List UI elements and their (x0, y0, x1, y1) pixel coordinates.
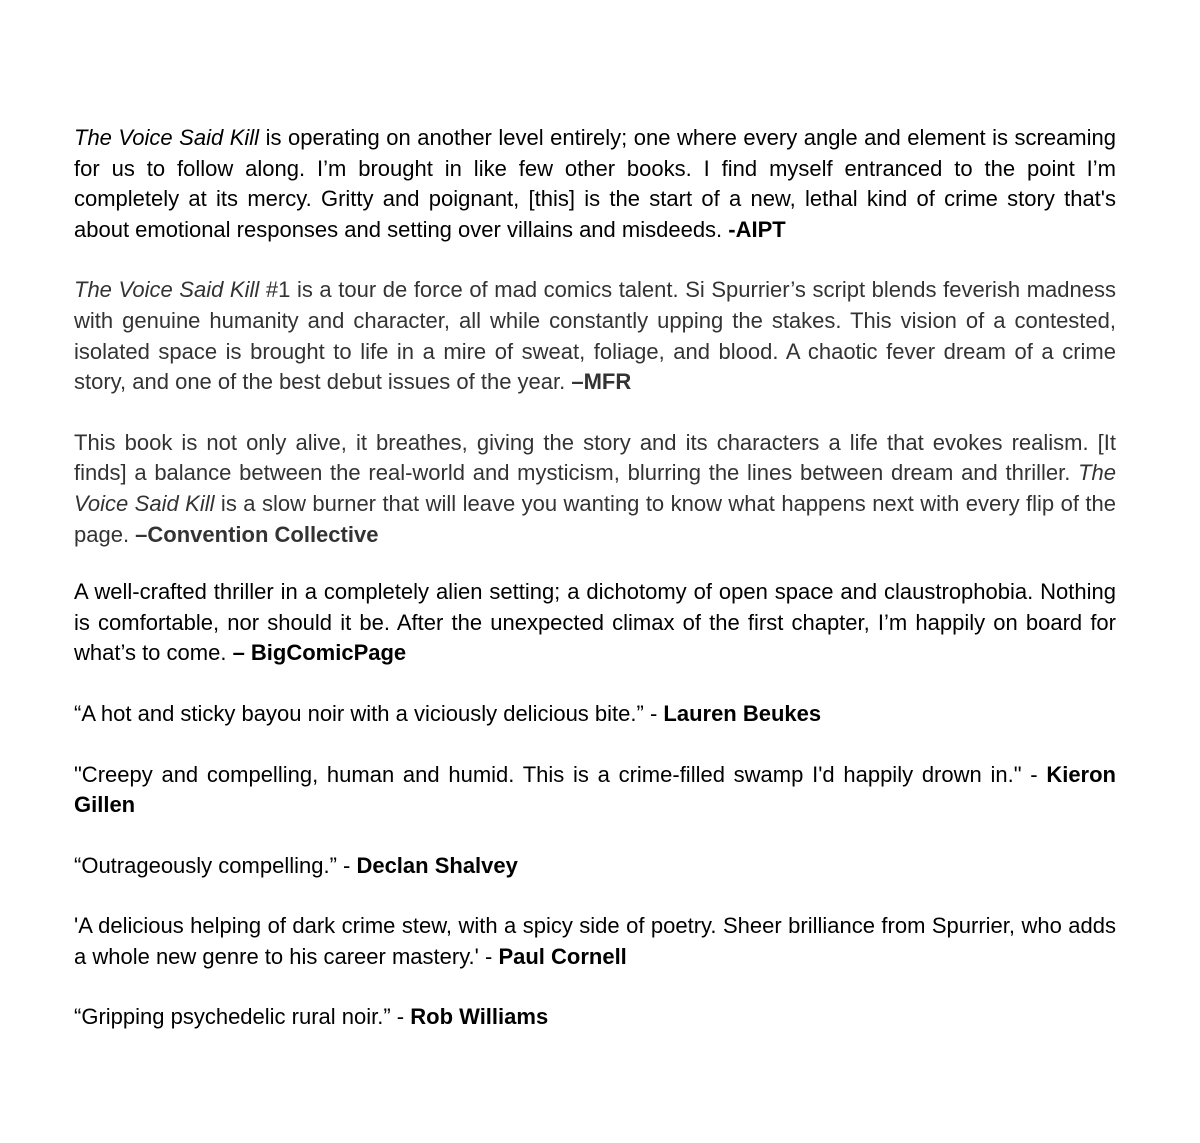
book-title: The Voice Said Kill (74, 460, 1116, 516)
review-quote-kieron-gillen (74, 760, 1116, 821)
quote-source: Rob Williams (410, 1004, 549, 1030)
review-quote-mfr (74, 275, 1116, 397)
quote-text: A well-crafted thriller in a completely alien setting; a dichotomy of open space and claustrophobia. Nothing is comfortable, nor should it be. After the unexpected climax of the first chapter, I’m happily on board for what’s to come. (74, 579, 1116, 666)
quote-text: This book is not only alive, it breathes, giving the story and its characters a life that evokes realism. [It finds] a balance between the real-world and mysticism, blurring the lines between dream and thriller. (74, 429, 1116, 486)
book-title: The Voice Said Kill (74, 277, 260, 303)
quote-text: “A hot and sticky bayou noir with a viciously delicious bite.” - (74, 700, 664, 726)
review-quote-declan-shalvey (74, 851, 1116, 882)
review-quote-convention-collective (74, 428, 1116, 550)
review-quote-aipt (74, 123, 1116, 245)
quote-text: is operating on another level entirely; one where every angle and element is screaming for us to follow along. I’m brought in like few other books. I find myself entranced to the point I’m completely at its mercy. Gritty and poignant, [this] is the start of a new, lethal kind of crime story that's about emotional responses and setting over villains and misdeeds. (74, 125, 1116, 242)
review-quote-bigcomicpage (74, 577, 1116, 669)
quote-source: – BigComicPage (232, 640, 407, 666)
quote-source: Paul Cornell (498, 943, 627, 969)
quote-text: 'A delicious helping of dark crime stew, with a spicy side of poetry. Sheer brilliance from Spurrier, who adds a whole new genre to his career mastery.' - (74, 913, 1116, 969)
quote-text: “Gripping psychedelic rural noir.” - (74, 1004, 411, 1030)
review-quote-rob-williams (74, 1002, 1116, 1033)
quote-source: Lauren Beukes (663, 700, 822, 726)
quote-source: Kieron Gillen (74, 761, 1116, 818)
review-quote-paul-cornell (74, 911, 1116, 972)
quote-source: -AIPT (728, 216, 786, 242)
quote-source: Declan Shalvey (356, 852, 518, 878)
quote-text: #1 is a tour de force of mad comics talent. Si Spurrier’s script blends feverish madness with genuine humanity and character, all while constantly upping the stakes. This vision of a contested, isolated space is brought to life in a mire of sweat, foliage, and blood. A chaotic fever dream of a crime story, and one of the best debut issues of the year. (74, 277, 1116, 395)
book-title: The Voice Said Kill (74, 125, 260, 150)
review-quotes-document (74, 123, 1116, 1033)
quote-text: "Creepy and compelling, human and humid. This is a crime-filled swamp I'd happily drown in." - (74, 761, 1047, 787)
quote-text-continued: is a slow burner that will leave you wanting to know what happens next with every flip of the page. (74, 490, 1116, 547)
quote-source: –Convention Collective (135, 521, 379, 547)
quote-text: “Outrageously compelling.” - (74, 852, 357, 878)
quote-source: –MFR (571, 369, 632, 395)
review-quote-lauren-beukes (74, 699, 1116, 730)
